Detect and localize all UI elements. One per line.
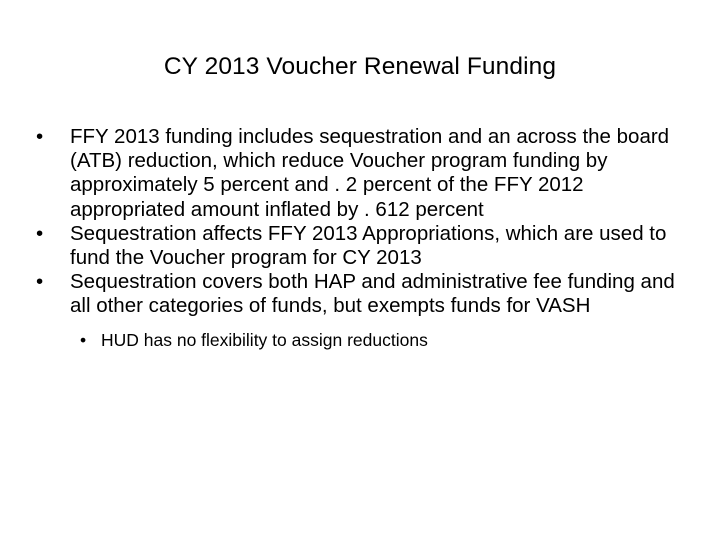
bullet-list [36, 125, 686, 351]
bullet-text: Sequestration covers both HAP and administrative fee funding and all other categories of funds, but exempts funds for VASH [70, 270, 675, 318]
bullet-item [36, 270, 686, 350]
sub-bullet-marker: • [80, 329, 87, 350]
bullet-text: FFY 2013 funding includes sequestration and an across the board (ATB) reduction, which reduce Voucher program funding by approximately 5 percent and . 2 percent of the FFY 2012 appropriated amount inflated by . 612 percent [70, 125, 670, 221]
slide-title: CY 2013 Voucher Renewal Funding [163, 53, 557, 80]
bullet-marker: • [36, 270, 44, 294]
sub-bullet-list [70, 329, 686, 351]
sub-bullet-item [70, 329, 686, 351]
bullet-marker: • [36, 125, 44, 148]
bullet-text: Sequestration affects FFY 2013 Appropriations, which are used to fund the Voucher program for CY 2013 [70, 221, 667, 270]
bullet-item [36, 222, 686, 270]
sub-bullet-text: HUD has no flexibility to assign reductions [101, 329, 428, 350]
bullet-item [36, 125, 686, 222]
bullet-marker: • [36, 221, 44, 245]
